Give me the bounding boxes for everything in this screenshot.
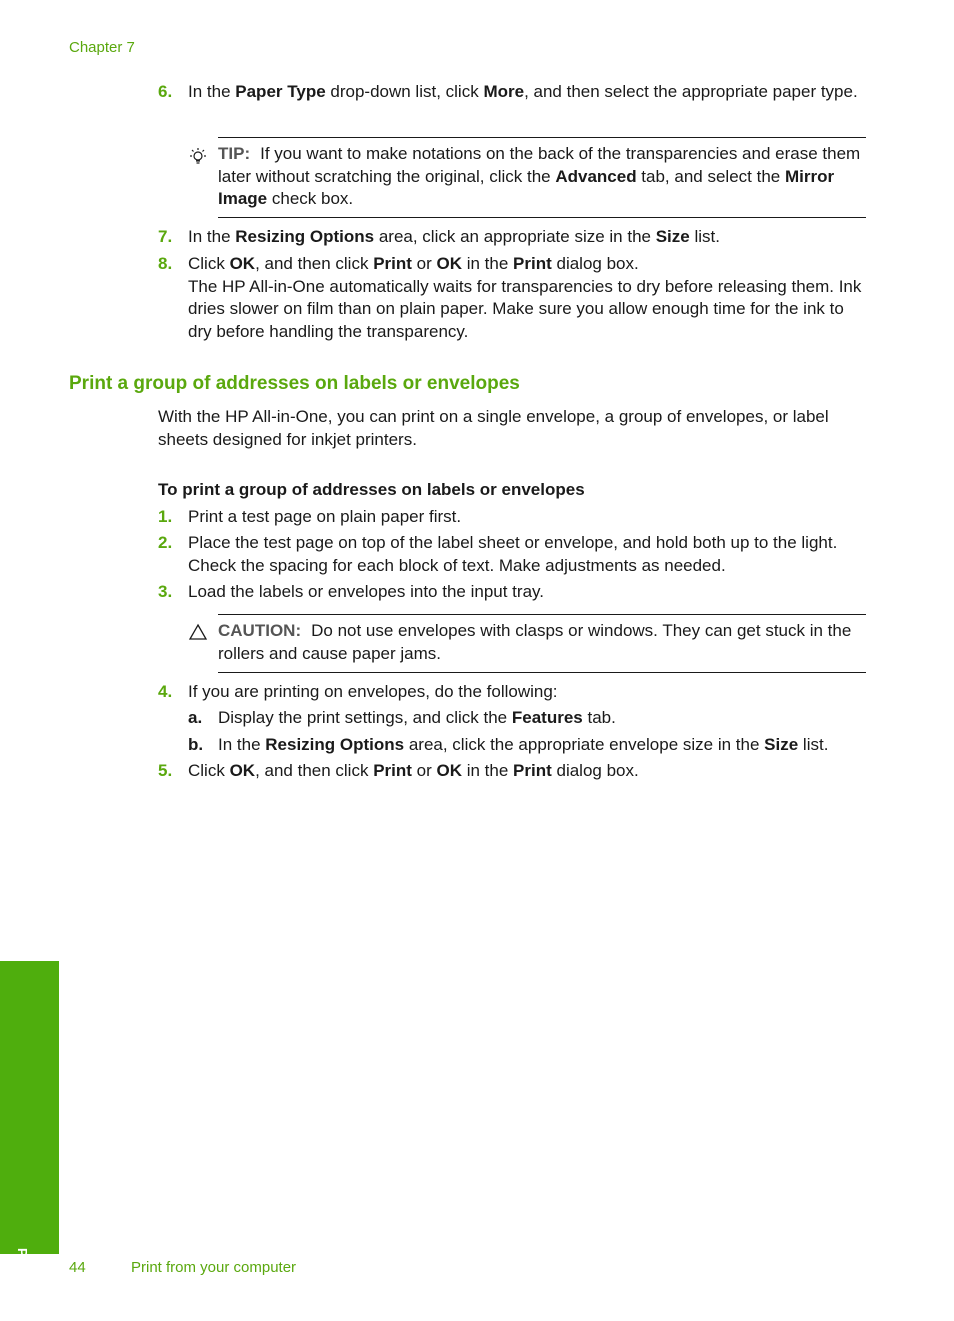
step-number: 4. (158, 682, 173, 701)
step-number: 6. (158, 82, 173, 101)
substep-label: b. (188, 735, 204, 754)
step-text: Load the labels or envelopes into the input tray. (188, 582, 544, 601)
lightbulb-icon (188, 147, 208, 167)
step-text: Print a test page on plain paper first. (188, 507, 462, 526)
step-number: 8. (158, 254, 173, 273)
step-number: 5. (158, 761, 173, 780)
caution-bottom-rule (218, 672, 866, 673)
step-number: 3. (158, 582, 173, 601)
substep-text: Display the print settings, and click the Features tab. (218, 708, 616, 727)
substep-a (188, 707, 866, 730)
step-number: 2. (158, 533, 173, 552)
tip-body: If you want to make notations on the back of the transparencies and erase them later without scratching the original, click the Advanced tab, and select the Mirror Image check box. (218, 144, 861, 208)
step-text: Click OK, and then click Print or OK in the Print dialog box. (188, 761, 639, 780)
side-tab-label: Print (15, 1248, 30, 1278)
caution-text (218, 620, 866, 665)
warning-triangle-icon (188, 622, 208, 642)
tip-top-rule (218, 137, 866, 138)
substep-b (188, 734, 866, 757)
footer-title: Print from your computer (131, 1259, 297, 1276)
step-text: If you are printing on envelopes, do the following: (188, 682, 558, 701)
tip-text (218, 143, 866, 211)
tip-bottom-rule (218, 217, 866, 218)
step-text: In the Resizing Options area, click an appropriate size in the Size list. (188, 227, 720, 246)
substep-text: In the Resizing Options area, click the appropriate envelope size in the Size list. (218, 735, 829, 754)
procedure-title: To print a group of addresses on labels or envelopes (158, 480, 585, 499)
substep-label: a. (188, 708, 203, 727)
side-tab (0, 961, 59, 1254)
step-number: 1. (158, 507, 173, 526)
step-text: Click OK, and then click Print or OK in the Print dialog box. The HP All-in-One automatically waits for transparencies to dry before releasing them. Ink dries slower on film than on plain paper. Make sure you allow enough time for the ink to dry before handling the transparency. (188, 254, 862, 341)
chapter-label: Chapter 7 (69, 39, 135, 56)
step-number: 7. (158, 227, 173, 246)
tip-tag: TIP: (218, 144, 251, 163)
tip-box (188, 137, 866, 217)
caution-top-rule (218, 614, 866, 615)
step-text: In the Paper Type drop-down list, click More, and then select the appropriate paper type. (188, 82, 858, 101)
step-text: Place the test page on top of the label sheet or envelope, and hold both up to the light. Check the spacing for each block of text. Make adjustments as needed. (188, 533, 838, 575)
caution-body: Do not use envelopes with clasps or windows. They can get stuck in the rollers and cause paper jams. (218, 621, 852, 663)
section-intro: With the HP All-in-One, you can print on a single envelope, a group of envelopes, or label sheets designed for inkjet printers. (158, 407, 829, 449)
page-number: 44 (69, 1259, 86, 1276)
caution-box (188, 614, 866, 672)
section-title: Print a group of addresses on labels or envelopes (69, 373, 520, 394)
caution-tag: CAUTION: (218, 621, 302, 640)
